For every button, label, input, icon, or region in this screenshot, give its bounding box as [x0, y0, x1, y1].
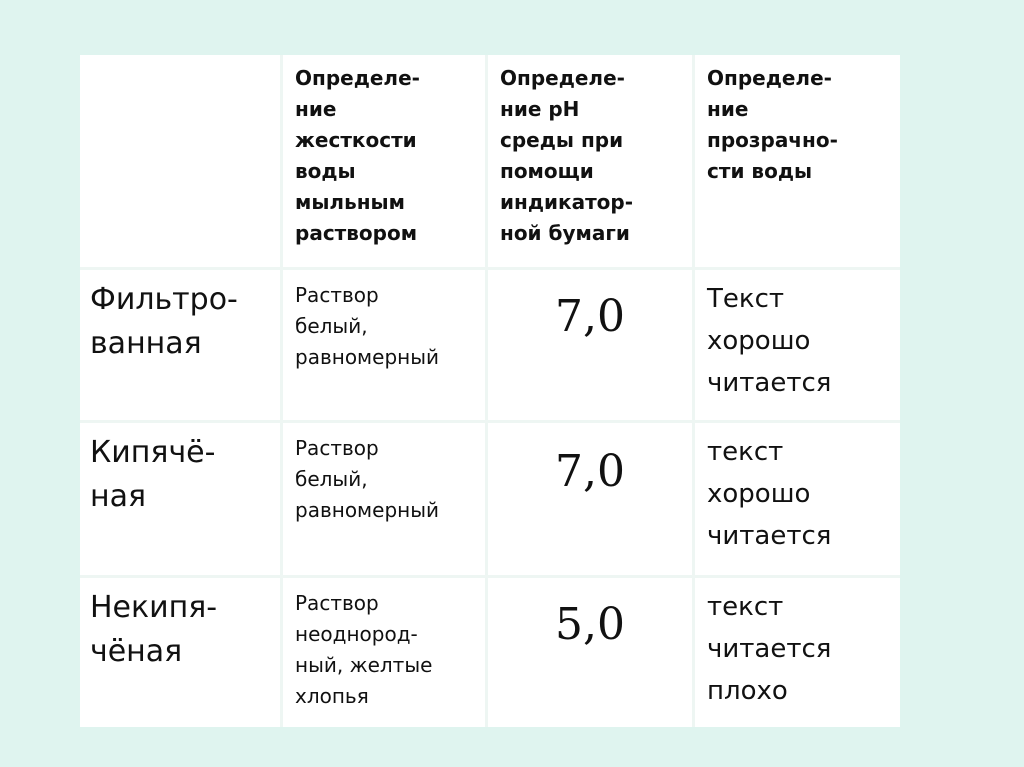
cell-clarity: Текст хорошо читается: [695, 270, 900, 423]
table-header-row: [80, 55, 900, 270]
cell-hardness: Раствор белый, равномерный: [283, 423, 488, 578]
cell-hardness: Раствор неоднород- ный, желтые хлопья: [283, 578, 488, 727]
cell-clarity: текст хорошо читается: [695, 423, 900, 578]
header-hardness: Определе- ние жесткости воды мыльным раствором: [283, 55, 488, 270]
row-label-boiled: Кипячё- ная: [80, 423, 283, 578]
water-analysis-table: [80, 55, 900, 727]
cell-hardness: Раствор белый, равномерный: [283, 270, 488, 423]
table-row: [80, 423, 900, 578]
cell-ph: 7,0: [488, 423, 695, 578]
cell-clarity: текст читается плохо: [707, 592, 832, 706]
table-row: [80, 270, 900, 423]
header-ph: Определе- ние рН среды при помощи индикатор- ной бумаги: [488, 55, 695, 270]
row-label-filtered: Фильтро- ванная: [80, 270, 283, 423]
cell-ph: 5,0: [488, 578, 695, 727]
row-label-unboiled: Некипя- чёная: [80, 578, 283, 727]
cell-ph: 7,0: [488, 270, 695, 423]
header-cell-empty: [80, 55, 283, 270]
header-clarity: Определе- ние прозрачно- сти воды: [695, 55, 900, 270]
table-row: [80, 578, 900, 727]
